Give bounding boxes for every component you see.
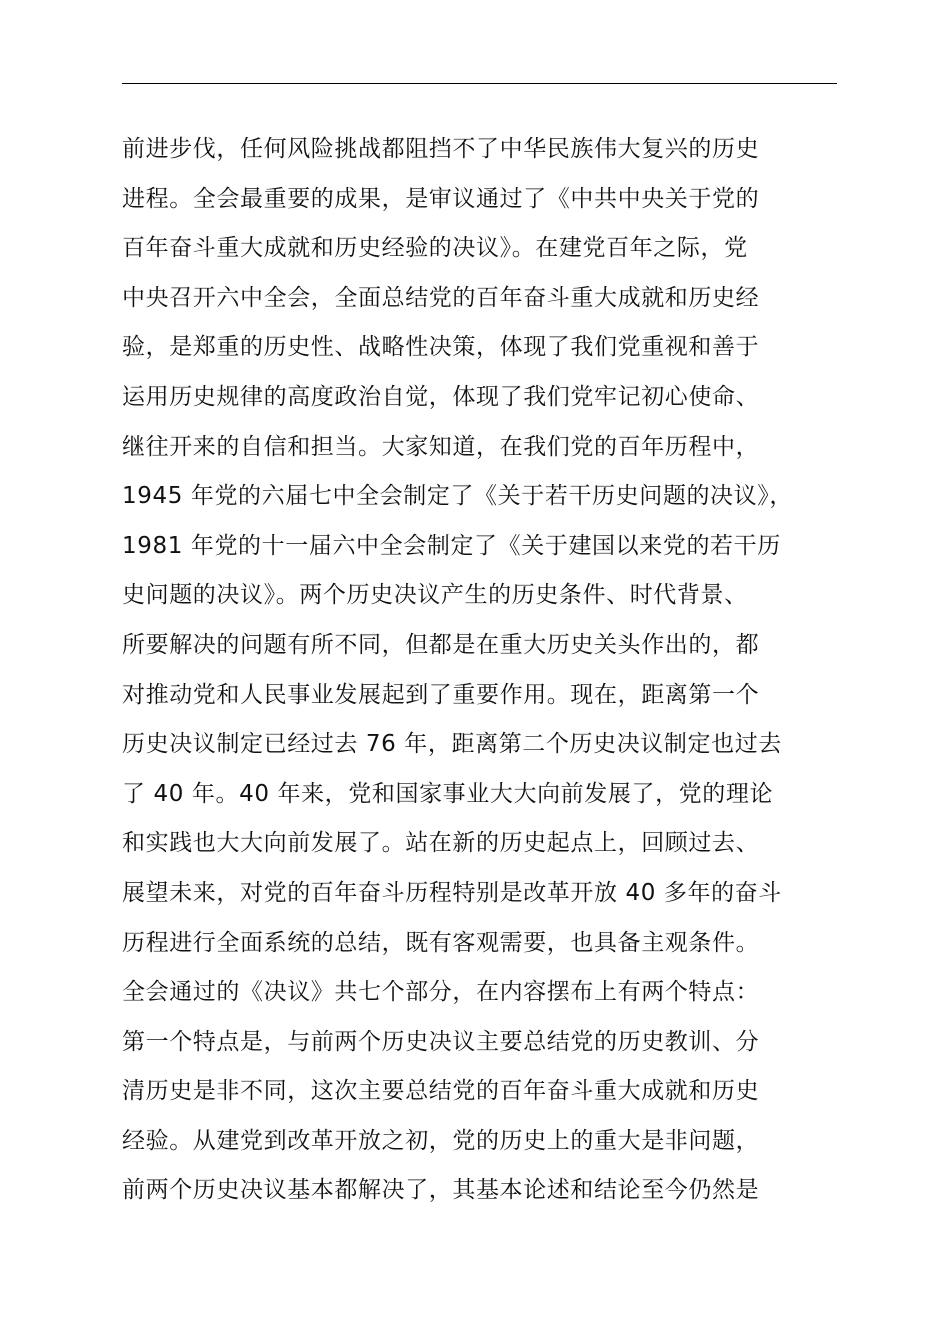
text-line: 展望未来，对党的百年奋斗历程特别是改革开放 40 多年的奋斗 [122,879,782,906]
text-line: 1945 年党的六届七中全会制定了《关于若干历史问题的决议》， [122,483,793,510]
text-line: 1981 年党的十一届六中全会制定了《关于建国以来党的若干历 [122,532,781,559]
text-line: 了 40 年。40 年来，党和国家事业大大向前发展了，党的理论 [122,780,774,807]
text-line: 前两个历史决议基本都解决了，其基本论述和结论至今仍然是 [122,1177,760,1204]
text-line: 史问题的决议》。两个历史决议产生的历史条件、时代背景、 [122,582,748,609]
text-line: 前进步伐，任何风险挑战都阻挡不了中华民族伟大复兴的历史 [122,136,760,162]
text-line: 经验。从建党到改革开放之初，党的历史上的重大是非问题， [122,1127,760,1154]
text-line: 历程进行全面系统的总结，既有客观需要，也具备主观条件。 [122,929,760,956]
text-line: 全会通过的《决议》共七个部分，在内容摆布上有两个特点： [122,979,760,1006]
text-line: 和实践也大大向前发展了。站在新的历史起点上，回顾过去、 [122,830,760,857]
text-line: 百年奋斗重大成就和历史经验的决议》。在建党百年之际，党 [122,235,748,262]
text-line: 中央召开六中全会，全面总结党的百年奋斗重大成就和历史经 [122,284,760,311]
text-line: 验，是郑重的历史性、战略性决策，体现了我们党重视和善于 [122,334,760,361]
text-line: 进程。全会最重要的成果，是审议通过了《中共中央关于党的 [122,185,760,212]
text-line: 第一个特点是，与前两个历史决议主要总结党的历史教训、分 [122,1028,760,1055]
text-line: 所要解决的问题有所不同，但都是在重大历史关头作出的，都 [122,631,760,658]
text-line: 对推动党和人民事业发展起到了重要作用。现在，距离第一个 [122,681,760,708]
text-line: 历史决议制定已经过去 76 年，距离第二个历史决议制定也过去 [122,731,782,758]
body-text [122,125,882,1216]
text-line: 运用历史规律的高度政治自觉，体现了我们党牢记初心使命、 [122,383,760,410]
text-line: 继往开来的自信和担当。大家知道，在我们党的百年历程中， [122,433,760,460]
header-rule [122,83,837,84]
text-line: 清历史是非不同，这次主要总结党的百年奋斗重大成就和历史 [122,1078,760,1105]
